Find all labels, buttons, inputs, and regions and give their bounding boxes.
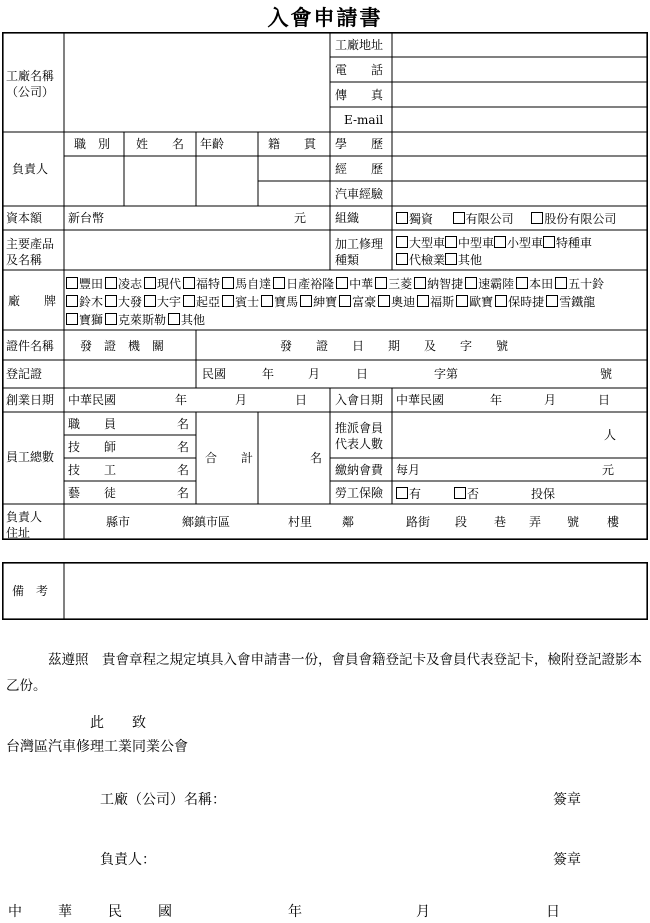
cert-word-number-label: 字第: [434, 367, 459, 381]
checkbox-brand[interactable]: [414, 277, 426, 289]
application-form: [2, 32, 648, 540]
address-neighborhood: 鄰: [342, 515, 355, 529]
organization-options: 獨資 有限公司 股份有限公司: [396, 212, 616, 225]
signature-factory-label: 工廠（公司）名稱：: [100, 792, 226, 808]
signature-factory-seal: 簽章: [553, 792, 581, 808]
factory-name-label: 工廠名稱 （公司）: [6, 69, 55, 99]
checkbox-brand[interactable]: [516, 277, 528, 289]
representatives-unit: 人: [604, 428, 617, 442]
brand-label: 起亞: [196, 295, 221, 309]
checkbox-brand[interactable]: [336, 277, 348, 289]
founded-day-label: 日: [295, 393, 308, 407]
footer-date-guo: 國: [158, 904, 172, 920]
checkbox-brand[interactable]: [183, 295, 195, 307]
closing-salutation: 此 致: [90, 715, 146, 731]
brand-label: 保時捷: [508, 295, 545, 309]
brand-label: 三菱: [388, 277, 413, 291]
form-title: 入會申請書: [267, 5, 383, 30]
brand-label: 紳寶: [313, 295, 338, 309]
labor-insurance-label: 勞工保險: [335, 486, 384, 500]
checkbox-brand[interactable]: [273, 277, 285, 289]
cert-number-label: 號: [600, 367, 613, 381]
fee-monthly-label: 每月: [396, 463, 421, 477]
repair-types-row1: 大型車 中型車 小型車 特種車: [396, 236, 592, 249]
owner-origin-header: 籍 貫: [268, 137, 317, 151]
owner-address-label: 負責人 住址: [6, 510, 43, 540]
checkbox-brand[interactable]: [465, 277, 477, 289]
owner-age-header: 年齡: [200, 137, 225, 151]
checkbox-brand[interactable]: [339, 295, 351, 307]
brand-label: 福特: [196, 277, 221, 291]
currency-label: 新台幣: [68, 211, 105, 225]
checkbox-limited-company[interactable]: [453, 212, 465, 224]
phone-label: 電 話: [335, 63, 384, 77]
repair-types-row2: 代檢業 其他: [396, 253, 482, 266]
staff-apprentice-unit: 名: [177, 486, 190, 500]
checkbox-brand[interactable]: [300, 295, 312, 307]
checkbox-brand[interactable]: [555, 277, 567, 289]
checkbox-corporation[interactable]: [531, 212, 543, 224]
checkbox-brand[interactable]: [66, 295, 78, 307]
checkbox-brand[interactable]: [105, 295, 117, 307]
founded-month-label: 月: [235, 393, 248, 407]
staff-mechanic-unit: 名: [177, 463, 190, 477]
checkbox-brand[interactable]: [105, 277, 117, 289]
address-county: 縣市: [106, 515, 131, 529]
checkbox-brand[interactable]: [378, 295, 390, 307]
cert-day-label: 日: [356, 367, 369, 381]
address-floor: 樓: [607, 515, 620, 529]
signature-owner-seal: 簽章: [553, 852, 581, 868]
owner-title-header: 職 別: [74, 137, 111, 151]
founded-date-label: 創業日期: [6, 393, 55, 407]
staff-mechanic-label: 技 工: [68, 463, 117, 477]
remarks-grid-lines: [2, 562, 648, 620]
brand-label: 中華: [349, 277, 374, 291]
brand-label: 現代: [157, 277, 182, 291]
footer-date-day: 日: [546, 904, 560, 920]
checkbox-medium-vehicle[interactable]: [445, 236, 457, 248]
brand-label: 凌志: [118, 277, 143, 291]
footer-date-zhong: 中: [8, 904, 22, 920]
checkbox-brand[interactable]: [222, 295, 234, 307]
address-section: 段: [455, 515, 468, 529]
checkbox-brand[interactable]: [66, 313, 78, 325]
remarks-label: 備 考: [12, 584, 49, 598]
checkbox-brand[interactable]: [456, 295, 468, 307]
email-label: E-mail: [344, 113, 384, 127]
brand-label: 歐寶: [469, 295, 494, 309]
founded-year-label: 年: [175, 393, 188, 407]
repair-types-label: 加工修理 種類: [335, 237, 384, 267]
brand-label: 福斯: [430, 295, 455, 309]
checkbox-insurance-no[interactable]: [454, 487, 466, 499]
checkbox-large-vehicle[interactable]: [396, 236, 408, 248]
registration-cert-label: 登記證: [6, 367, 43, 381]
brand-label: 本田: [529, 277, 554, 291]
checkbox-sole-proprietor[interactable]: [396, 212, 408, 224]
representatives-label: 推派會員 代表人數: [335, 421, 384, 451]
staff-technician-label: 技 師: [68, 440, 117, 454]
checkbox-brand[interactable]: [183, 277, 195, 289]
certificate-name-label: 證件名稱: [6, 339, 55, 353]
checkbox-brand[interactable]: [144, 277, 156, 289]
staff-total-label: 員工總數: [6, 450, 55, 464]
checkbox-brand[interactable]: [105, 313, 117, 325]
checkbox-brand[interactable]: [375, 277, 387, 289]
brand-label: 速霸陸: [478, 277, 515, 291]
founded-roc-label: 中華民國: [68, 393, 117, 407]
staff-clerk-unit: 名: [177, 417, 190, 431]
address-alley: 弄: [529, 515, 542, 529]
address-lane: 巷: [494, 515, 507, 529]
capital-label: 資本額: [6, 211, 43, 225]
checkbox-brand[interactable]: [144, 295, 156, 307]
checkbox-insurance-yes[interactable]: [396, 487, 408, 499]
main-products-label: 主要產品 及名稱: [6, 237, 55, 267]
currency-unit: 元: [294, 211, 307, 225]
insurance-options: 有 否 投保: [396, 487, 555, 500]
brand-label: 大發: [118, 295, 143, 309]
factory-address-label: 工廠地址: [335, 38, 384, 52]
staff-total-header: 合 計: [205, 451, 254, 465]
staff-total-unit: 名: [310, 451, 323, 465]
owner-label: 負責人: [12, 162, 49, 176]
brand-label: 奧迪: [391, 295, 416, 309]
brand-label: 富豪: [352, 295, 377, 309]
brand-label: 寶獅: [79, 313, 104, 327]
footer-date-hua: 華: [58, 904, 72, 920]
checkbox-inspection-agent[interactable]: [396, 253, 408, 265]
cert-year-label: 年: [262, 367, 275, 381]
footer-date-year: 年: [288, 904, 302, 920]
brand-label: 五十鈴: [568, 277, 605, 291]
brand-label: 豐田: [79, 277, 104, 291]
brand-label: 其他: [181, 313, 206, 327]
address-number: 號: [567, 515, 580, 529]
brand-label: 鈴木: [79, 295, 104, 309]
address-village: 村里: [288, 515, 313, 529]
owner-name-header: 姓 名: [136, 137, 185, 151]
brand-row-1: [66, 277, 646, 290]
join-year-label: 年: [490, 393, 503, 407]
experience-label: 經 歷: [335, 162, 384, 176]
join-date-label: 入會日期: [335, 393, 384, 407]
checkbox-special-vehicle[interactable]: [543, 236, 555, 248]
cert-month-label: 月: [308, 367, 321, 381]
join-month-label: 月: [544, 393, 557, 407]
checkbox-brand[interactable]: [261, 295, 273, 307]
fax-label: 傳 真: [335, 88, 384, 102]
car-experience-label: 汽車經驗: [335, 187, 384, 201]
checkbox-brand[interactable]: [222, 277, 234, 289]
checkbox-repair-other[interactable]: [445, 253, 457, 265]
recipient-association: 台灣區汽車修理工業同業公會: [6, 739, 188, 755]
footer-date-min: 民: [108, 904, 122, 920]
brand-row-2: [66, 295, 646, 308]
brand-label: 寶馬: [274, 295, 299, 309]
signature-owner-label: 負責人：: [100, 852, 156, 868]
checkbox-brand[interactable]: [495, 295, 507, 307]
staff-apprentice-label: 藝 徒: [68, 486, 117, 500]
checkbox-brand[interactable]: [66, 277, 78, 289]
organization-label: 組織: [335, 211, 360, 225]
brand-label: 雪鐵龍: [559, 295, 596, 309]
address-road: 路街: [406, 515, 431, 529]
checkbox-small-vehicle[interactable]: [494, 236, 506, 248]
brand-label: 賓士: [235, 295, 260, 309]
brand-row-3: [66, 313, 646, 326]
brand-label: 克萊斯勒: [118, 313, 167, 327]
staff-clerk-label: 職 員: [68, 417, 117, 431]
checkbox-brand[interactable]: [417, 295, 429, 307]
join-roc-label: 中華民國: [396, 393, 445, 407]
join-day-label: 日: [598, 393, 611, 407]
cert-roc-label: 民國: [202, 367, 227, 381]
checkbox-brand[interactable]: [168, 313, 180, 325]
remarks-box: [2, 562, 648, 620]
brand-label: 馬自達: [235, 277, 272, 291]
education-label: 學 歷: [335, 137, 384, 151]
application-statement: 茲遵照 貴會章程之規定填具入會申請書一份，會員會籍登記卡及會員代表登記卡，檢附登記證影本乙份。: [6, 652, 642, 694]
brand-label: 大宇: [157, 295, 182, 309]
checkbox-brand[interactable]: [546, 295, 558, 307]
brands-label: 廠 牌: [8, 294, 57, 308]
fee-unit: 元: [602, 463, 615, 477]
address-township: 鄉鎮市區: [182, 515, 231, 529]
issue-date-number-header: 發 證 日 期 及 字 號: [280, 339, 509, 353]
membership-fee-label: 繳納會費: [335, 463, 384, 477]
footer-date-month: 月: [416, 904, 430, 920]
brand-label: 納智捷: [427, 277, 464, 291]
brand-label: 日產裕隆: [286, 277, 335, 291]
staff-technician-unit: 名: [177, 440, 190, 454]
issuing-authority-header: 發 證 機 關: [80, 339, 165, 353]
